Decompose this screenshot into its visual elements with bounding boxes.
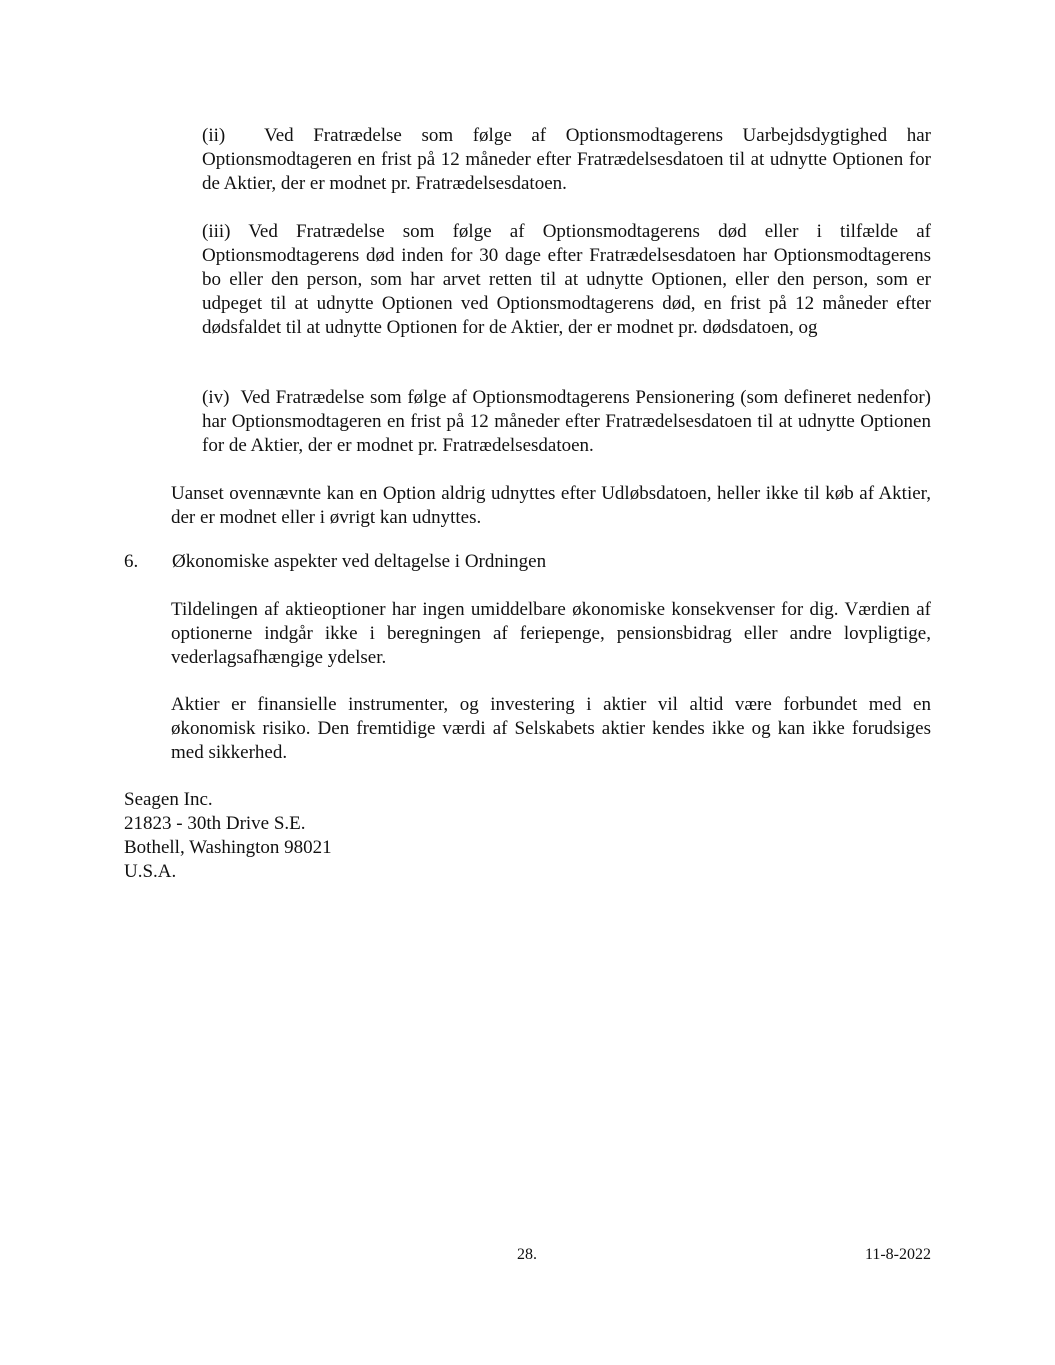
address-company: Seagen Inc. xyxy=(124,789,213,810)
subparagraph-iii xyxy=(202,220,931,340)
address-street: 21823 - 30th Drive S.E. xyxy=(124,813,306,834)
subparagraph-marker: (iii) xyxy=(202,221,231,242)
subparagraph-text: Ved Fratrædelse som følge af Optionsmodtagerens Pensionering (som defineret nedenfor) har Optionsmodtageren en frist på 12 måneder efter Fratrædelsesdatoen til at udnytte Optionen for de Aktier, der er modnet pr. Fratrædelsesdatoen. xyxy=(202,387,931,456)
subparagraph-text: Ved Fratrædelse som følge af Optionsmodtagerens Uarbejdsdygtighed har Optionsmodtageren en frist på 12 måneder efter Fratrædelsesdatoen til at udnytte Optionen for de Aktier, der er modnet pr. Fratrædelsesdatoen. xyxy=(202,125,931,194)
page-number: 28. xyxy=(517,1246,537,1263)
section-paragraph: Tildelingen af aktieoptioner har ingen umiddelbare økonomiske konsekvenser for dig. Værdien af optionerne indgår ikke i beregningen af feriepenge, pensionsbidrag eller andre lovpligtige, vederlagsafhængige ydelser. xyxy=(171,599,931,668)
section-title: Økonomiske aspekter ved deltagelse i Ordningen xyxy=(172,551,547,572)
footer-date: 11-8-2022 xyxy=(864,1246,931,1263)
subparagraph-marker: (iv) xyxy=(202,387,230,408)
address-country: U.S.A. xyxy=(124,861,177,882)
company-address xyxy=(124,788,332,884)
closing-paragraph: Uanset ovennævnte kan en Option aldrig udnyttes efter Udløbsdatoen, heller ikke til køb af Aktier, der er modnet eller i øvrigt kan udnyttes. xyxy=(171,483,931,528)
subparagraph-ii xyxy=(202,124,931,196)
section-paragraph: Aktier er finansielle instrumenter, og investering i aktier vil altid være forbundet med en økonomisk risiko. Den fremtidige værdi af Selskabets aktier kendes ikke og kan ikke forudsiges med sikkerhed. xyxy=(171,694,931,763)
subparagraph-text: Ved Fratrædelse som følge af Optionsmodtagerens død eller i tilfælde af Optionsmodtagerens død inden for 30 dage efter Fratrædelsesdatoen har Optionsmodtagerens bo eller den person, som har arvet retten til at udnytte Optionen, eller den person, som er udpeget til at udnytte Optionen ved Optionsmodtagerens død, en frist på 12 måneder efter dødsfaldet til at udnytte Optionen for de Aktier, der er modnet pr. dødsdatoen, og xyxy=(202,221,931,338)
subparagraph-marker: (ii) xyxy=(202,125,226,146)
section-heading xyxy=(124,550,546,574)
address-city: Bothell, Washington 98021 xyxy=(124,837,332,858)
subparagraph-iv xyxy=(202,386,931,458)
section-number: 6. xyxy=(124,551,139,572)
